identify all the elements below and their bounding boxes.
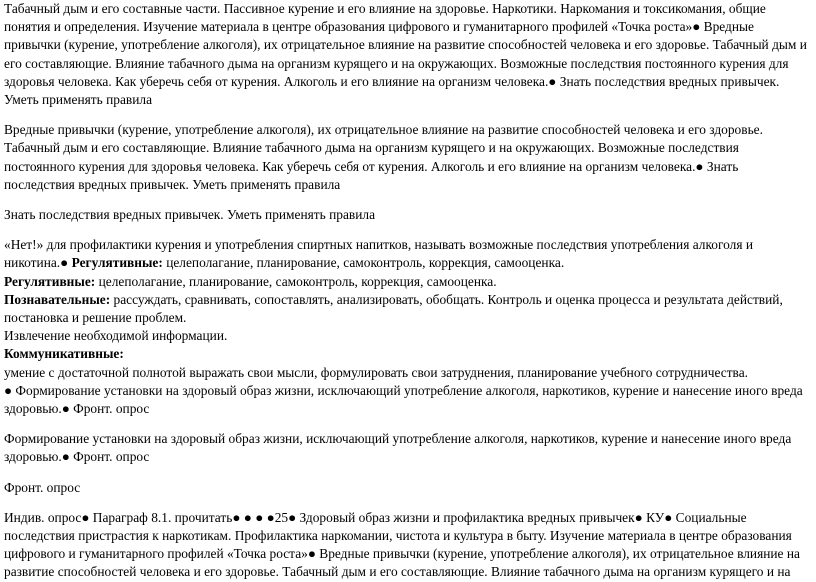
spacer	[4, 109, 812, 121]
regulatory-text: целеполагание, планирование, самоконтроль, коррекция, самооценка.	[162, 255, 565, 271]
regulatory-text: целеполагание, планирование, самоконтроль, коррекция, самооценка.	[95, 273, 497, 289]
cognitive-label: Познавательные:	[4, 291, 111, 307]
paragraph-info-extraction: Извлечение необходимой информации.	[4, 328, 228, 344]
paragraph-know-consequences: Знать последствия вредных привычек. Уметь применять правила	[4, 207, 376, 223]
paragraph-communicative	[4, 345, 812, 363]
spacer	[4, 194, 812, 206]
communicative-label: Коммуникативные:	[4, 346, 124, 362]
spacer	[4, 418, 812, 430]
regulatory-label: Регулятивные:	[4, 273, 96, 289]
paragraph-healthy-lifestyle-repeat: Формирование установки на здоровый образ жизни, исключающий употребление алкоголя, наркотиков, курение и нанесение иного вреда здоровью.● Фронт. опрос	[4, 431, 792, 465]
paragraph-healthy-lifestyle: ● Формирование установки на здоровый образ жизни, исключающий употребление алкоголя, наркотиков, курение и нанесение иного вреда здоровью.● Фронт. опрос	[4, 382, 803, 417]
paragraph-frontal-survey: Фронт. опрос	[4, 479, 81, 495]
paragraph-individual-survey: Индив. опрос● Параграф 8.1. прочитать● ● ● ●25● Здоровый образ жизни и профилактика вредных привычек● КУ● Социальные последствия пристрастия к наркотикам. Профилактика наркомании, чистота и культура в быту. Изучение материала в центре образования цифрового и гуманитарного профилей «Точка роста»● Вредные привычки (курение, употребление алкоголя), их отрицательное влияние на развитие способностей человека и его здоровье. Табачный дым и его составляющие. Влияние табачного дыма на организм курящего и на	[4, 509, 800, 580]
paragraph-bad-habits: Вредные привычки (курение, употребление алкоголя), их отрицательное влияние на развитие способностей человека и его здоровье. Табачный дым и его составляющие. Влияние табачного дыма на организм курящего и на окружающих. Возможные последствия постоянного курения для здоровья человека. Как уберечь себя от курения. Алкоголь и его влияние на организм человека.● Знать последствия вредных привычек. Уметь применять правила	[4, 122, 763, 192]
paragraph-say-no	[4, 236, 812, 272]
cognitive-text: рассуждать, сравнивать, сопоставлять, анализировать, обобщать. Контроль и оценка процесса и результата действий, постановка и решение проблем.	[4, 291, 783, 326]
spacer	[4, 497, 812, 509]
say-no-text: «Нет!» для профилактики курения и употребления спиртных напитков, называть возможные последствия употребления алкоголя и никотина.●	[4, 237, 754, 271]
regulatory-label: Регулятивные:	[71, 255, 163, 271]
spacer	[4, 467, 812, 479]
paragraph-regulatory	[4, 273, 812, 291]
paragraph-topic-summary: Табачный дым и его составные части. Пассивное курение и его влияние на здоровье. Наркотики. Наркомания и токсикомания, общие понятия и определения. Изучение материала в центре образования цифрового и гуманитарного профилей «Точка роста»● Вредные привычки (курение, употребление алкоголя), их отрицательное влияние на развитие способностей человека и его здоровье. Табачный дым и его составляющие. Влияние табачного дыма на организм курящего и на окружающих. Возможные последствия постоянного курения для здоровья человека. Как уберечь себя от курения. Алкоголь и его влияние на организм человека.● Знать последствия вредных привычек. Уметь применять правила	[4, 1, 807, 108]
spacer	[4, 224, 812, 236]
paragraph-cognitive	[4, 291, 812, 327]
paragraph-communicative-text: умение с достаточной полнотой выражать свои мысли, формулировать свои затруднения, планирование учебного сотрудничества.	[4, 364, 748, 380]
